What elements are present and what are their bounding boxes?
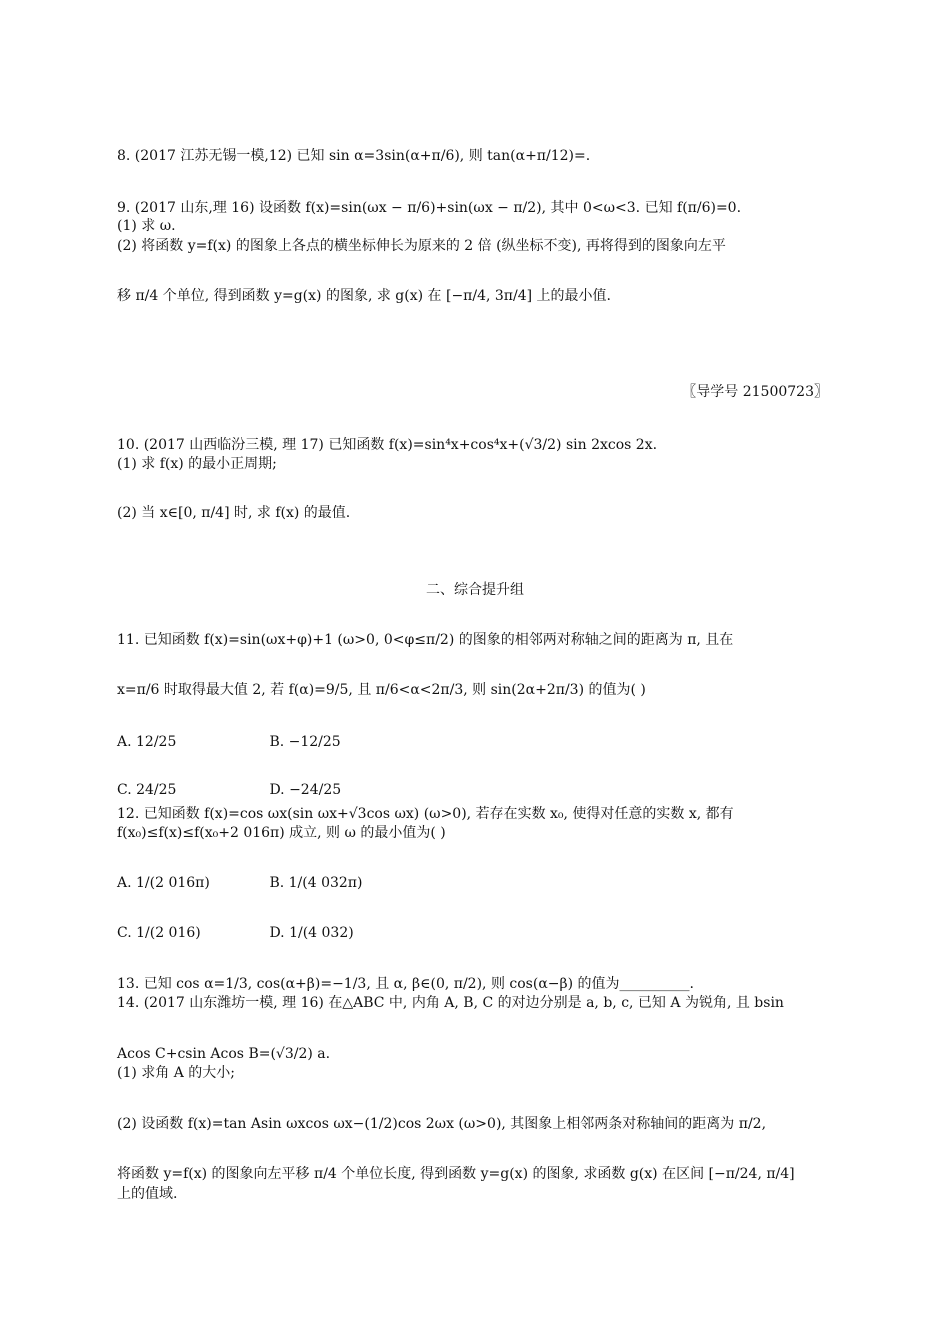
option-b[interactable]: B. −12/25 <box>269 734 341 750</box>
problem-11-options-cd <box>117 782 417 798</box>
problem-12-options-cd <box>117 925 417 941</box>
problem-14-part-2-cont: 将函数 y=f(x) 的图象向左平移 π/4 个单位长度, 得到函数 y=g(x) 的图象, 求函数 g(x) 在区间 [−π/24, π/4] <box>117 1166 795 1182</box>
problem-8: 8. (2017 江苏无锡一模,12) 已知 sin α=3sin(α+π/6), 则 tan(α+π/12)=. <box>117 148 591 164</box>
problem-14-part-2-end: 上的值域. <box>117 1186 178 1202</box>
problem-13: 13. 已知 cos α=1/3, cos(α+β)=−1/3, 且 α, β∈(0, π/2), 则 cos(α−β) 的值为__________. <box>117 976 694 992</box>
problem-9-part-2-cont: 移 π/4 个单位, 得到函数 y=g(x) 的图象, 求 g(x) 在 [−π/4, 3π/4] 上的最小值. <box>117 288 611 304</box>
problem-14-part-2: (2) 设函数 f(x)=tan Asin ωxcos ωx−(1/2)cos 2ωx (ω>0), 其图象上相邻两条对称轴间的距离为 π/2, <box>117 1116 767 1132</box>
problem-10: 10. (2017 山西临汾三模, 理 17) 已知函数 f(x)=sin⁴x+cos⁴x+(√3/2) sin 2xcos 2x. <box>117 437 658 453</box>
problem-14: 14. (2017 山东潍坊一模, 理 16) 在△ABC 中, 内角 A, B, C 的对边分别是 a, b, c, 已知 A 为锐角, 且 bsin <box>117 995 784 1011</box>
problem-14-part-1: (1) 求角 A 的大小; <box>117 1065 236 1081</box>
option-c[interactable]: C. 24/25 <box>117 782 177 798</box>
problem-9-part-2: (2) 将函数 y=f(x) 的图象上各点的横坐标伸长为原来的 2 倍 (纵坐标不变), 再将得到的图象向左平 <box>117 238 726 254</box>
option-d[interactable]: D. −24/25 <box>269 782 342 798</box>
problem-10-part-2: (2) 当 x∈[0, π/4] 时, 求 f(x) 的最值. <box>117 505 351 521</box>
option-b[interactable]: B. 1/(4 032π) <box>269 875 363 891</box>
problem-14-cont: Acos C+csin Acos B=(√3/2) a. <box>117 1046 331 1062</box>
problem-12-options-ab <box>117 875 417 891</box>
reference-number: 〖导学号 21500723〗 <box>682 384 828 400</box>
problem-12-cont: f(x₀)≤f(x)≤f(x₀+2 016π) 成立, 则 ω 的最小值为( ) <box>117 825 446 841</box>
problem-11: 11. 已知函数 f(x)=sin(ωx+φ)+1 (ω>0, 0<φ≤π/2) 的图象的相邻两对称轴之间的距离为 π, 且在 <box>117 632 734 648</box>
problem-9-part-1: (1) 求 ω. <box>117 218 176 234</box>
problem-9: 9. (2017 山东,理 16) 设函数 f(x)=sin(ωx − π/6)+sin(ωx − π/2), 其中 0<ω<3. 已知 f(π/6)=0. <box>117 200 742 216</box>
problem-10-part-1: (1) 求 f(x) 的最小正周期; <box>117 456 277 472</box>
option-d[interactable]: D. 1/(4 032) <box>269 925 354 941</box>
option-a[interactable]: A. 12/25 <box>117 734 177 750</box>
problem-12: 12. 已知函数 f(x)=cos ωx(sin ωx+√3cos ωx) (ω>0), 若存在实数 x₀, 使得对任意的实数 x, 都有 <box>117 806 734 822</box>
problem-11-options-ab <box>117 734 417 750</box>
problem-11-cont: x=π/6 时取得最大值 2, 若 f(α)=9/5, 且 π/6<α<2π/3, 则 sin(2α+2π/3) 的值为( ) <box>117 682 646 698</box>
section-heading: 二、综合提升组 <box>426 582 524 598</box>
option-c[interactable]: C. 1/(2 016) <box>117 925 201 941</box>
option-a[interactable]: A. 1/(2 016π) <box>117 875 210 891</box>
